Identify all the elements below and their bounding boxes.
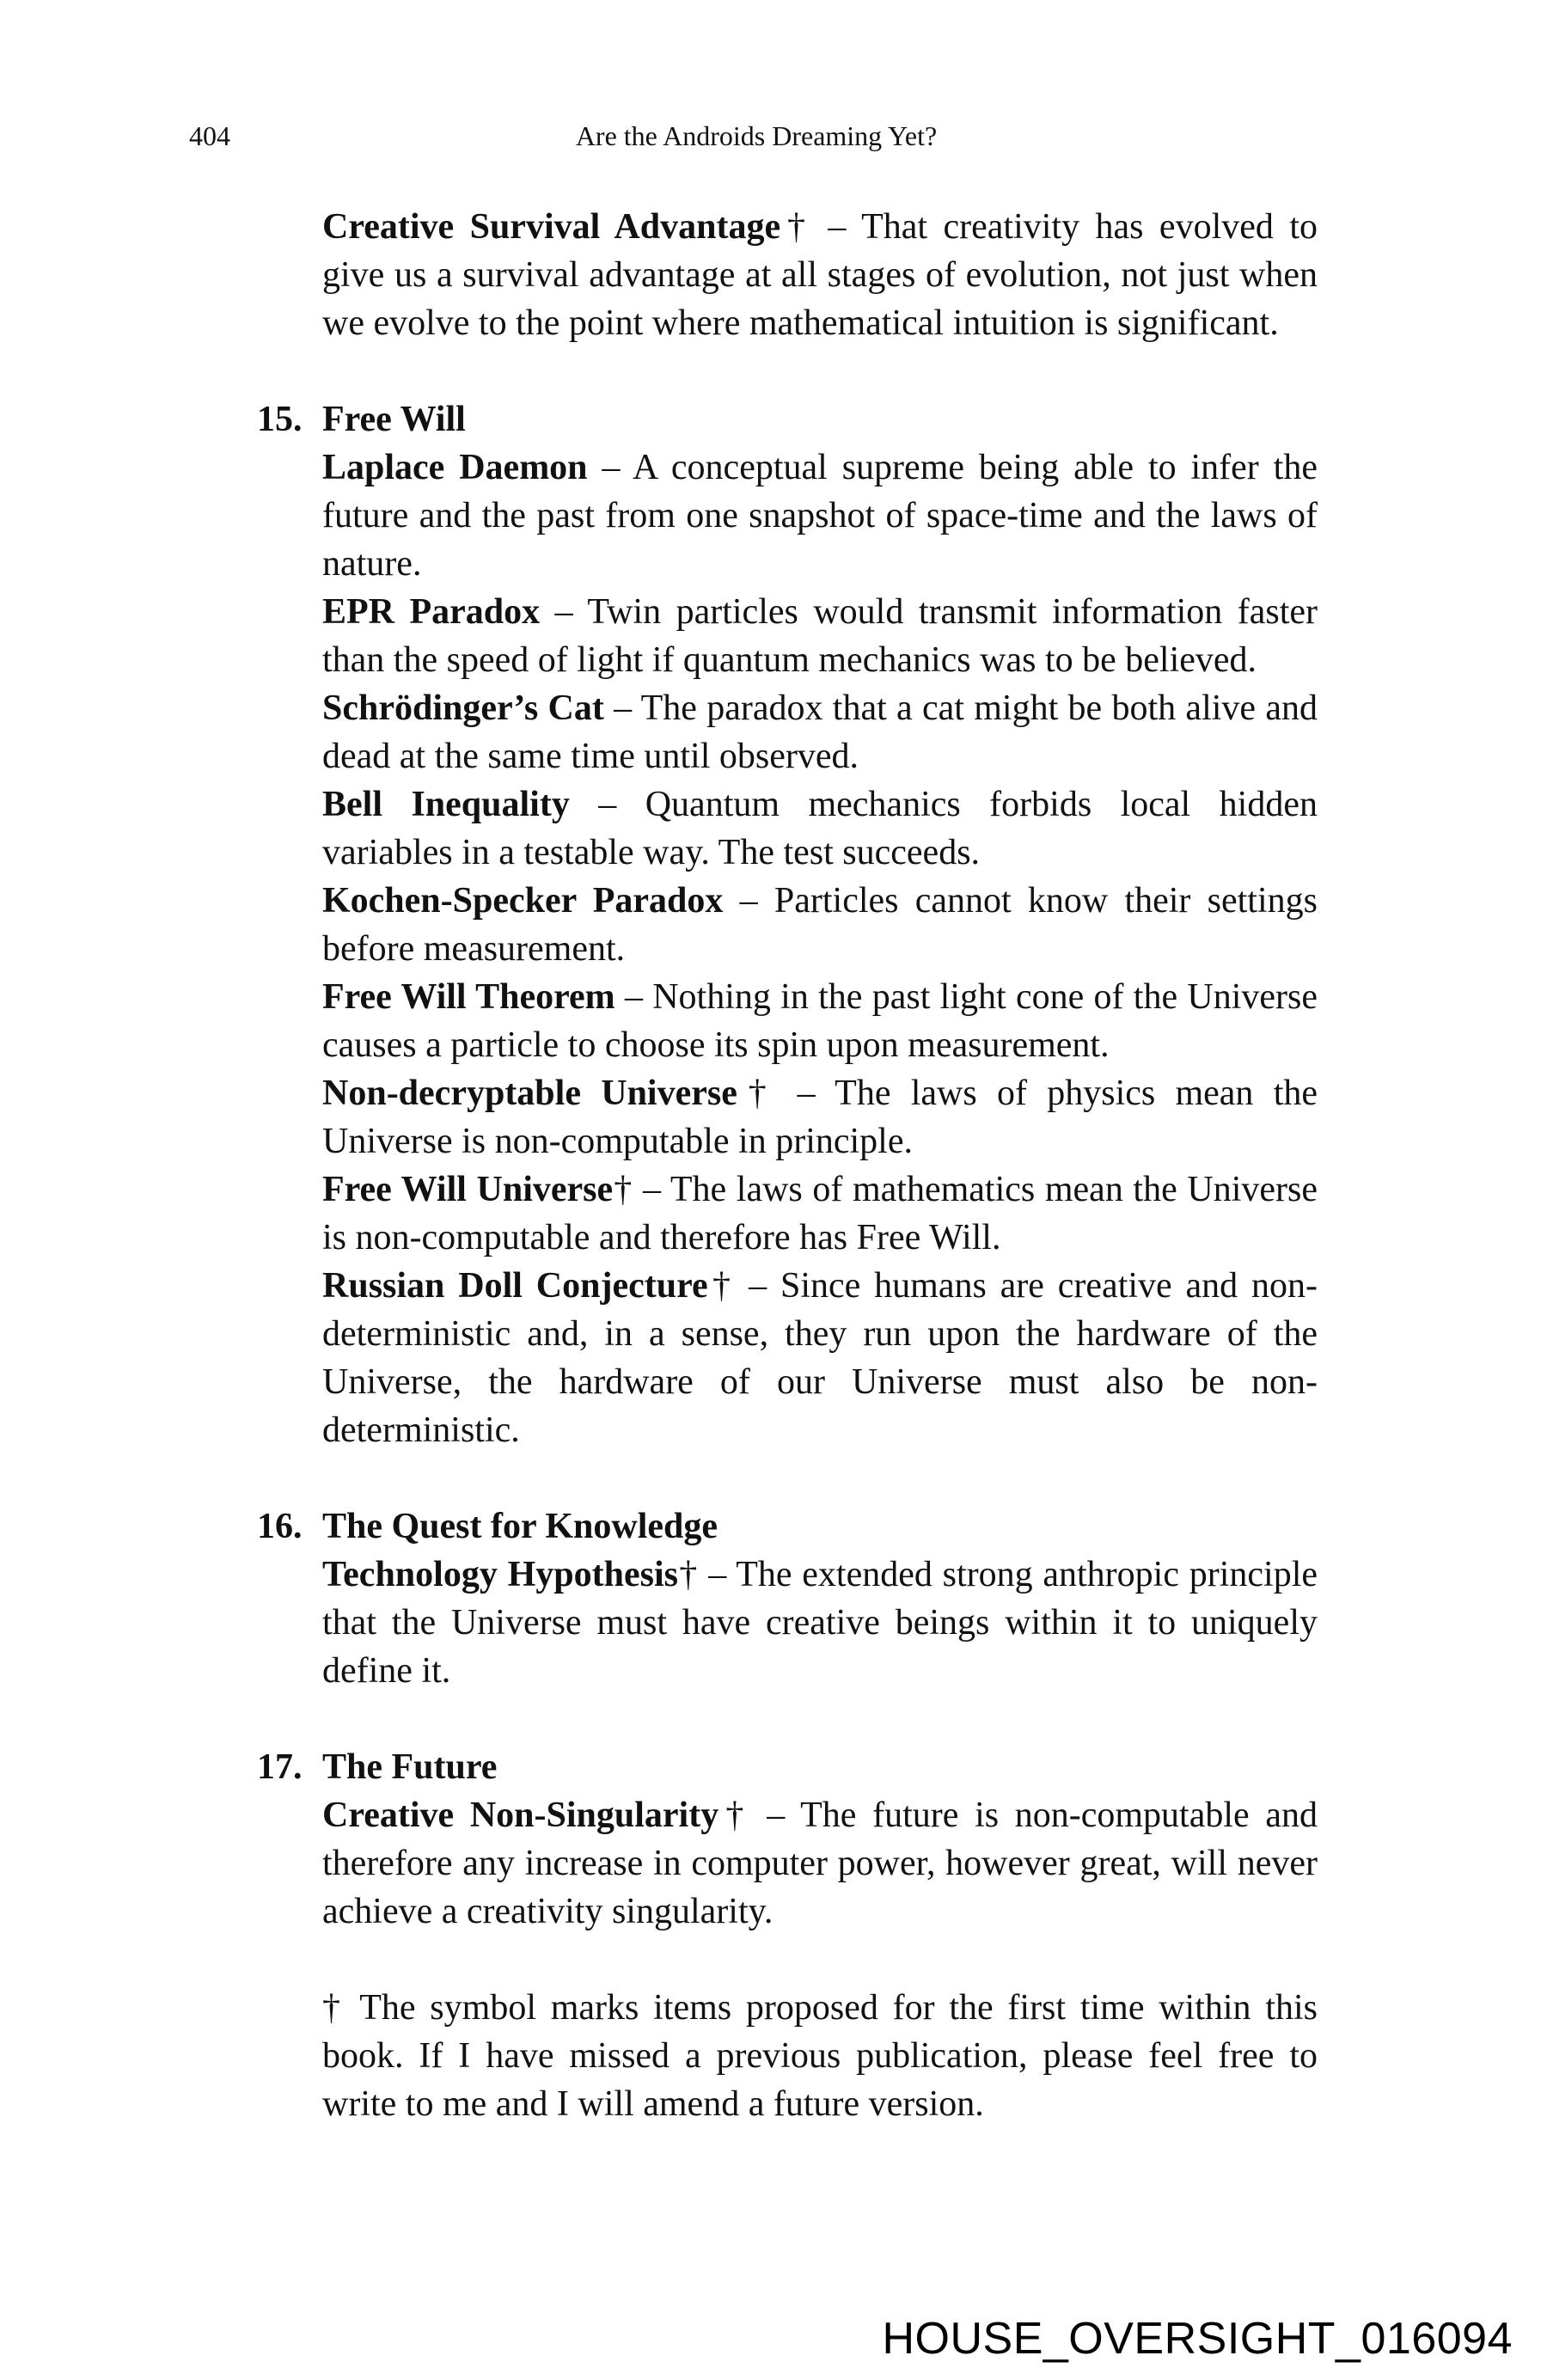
glossary-entry <box>322 1166 1318 1262</box>
entry-term: Non-decryptable Universe <box>322 1074 737 1113</box>
dagger-mark: † <box>613 1170 633 1209</box>
book-title: Are the Androids Dreaming Yet? <box>575 120 938 151</box>
glossary-entry <box>322 444 1318 588</box>
entry-term: Creative Survival Advantage <box>322 207 781 247</box>
section-free-will <box>257 395 1318 1454</box>
glossary-entry <box>322 780 1318 877</box>
entry-term: Technology Hypothesis <box>322 1555 678 1594</box>
entry-definition: – Quantum mechanics forbids local hidden variables in a testable way. The test succeeds. <box>322 785 1318 872</box>
page-number: 404 <box>189 120 230 151</box>
entry-term: Kochen-Specker Paradox <box>322 881 724 921</box>
glossary-entry <box>322 877 1318 973</box>
section-number: 17. <box>257 1747 303 1787</box>
entry-definition: – Twin particles would transmit information faster than the speed of light if quantum mechanics was to be believed. <box>322 592 1318 680</box>
entry-term: Creative Non-Singularity <box>322 1796 719 1835</box>
section-the-future <box>257 1743 1318 1936</box>
entry-definition: – Nothing in the past light cone of the Universe causes a particle to choose its spin upon measurement. <box>322 977 1318 1065</box>
glossary-entry <box>322 1791 1318 1936</box>
entry-definition: – The paradox that a cat might be both alive and dead at the same time until observed. <box>322 688 1318 776</box>
section-quest-for-knowledge <box>257 1502 1318 1695</box>
dagger-mark: † <box>707 1266 736 1306</box>
entry-definition: – The laws of physics mean the Universe is non-computable in principle. <box>322 1074 1318 1161</box>
glossary-entry <box>322 684 1318 780</box>
entry-term: Schrödinger’s Cat <box>322 688 604 728</box>
entry-definition: – The laws of mathematics mean the Universe is non-computable and therefore has Free Will. <box>322 1170 1318 1257</box>
section-heading: The Future <box>322 1747 498 1787</box>
glossary-entry <box>322 588 1318 684</box>
page-content <box>257 203 1318 2164</box>
entry-definition: – The extended strong anthropic principle that the Universe must have creative beings within it to uniquely define it. <box>322 1555 1318 1691</box>
section-number: 15. <box>257 400 303 439</box>
entry-term: Russian Doll Conjecture <box>322 1266 708 1306</box>
section-number: 16. <box>257 1507 303 1546</box>
glossary-entry <box>322 973 1318 1069</box>
entry-term: Bell Inequality <box>322 785 570 824</box>
section-heading: The Quest for Knowledge <box>322 1507 718 1546</box>
entry-term: Free Will Theorem <box>322 977 615 1017</box>
dagger-mark: † <box>780 207 812 247</box>
glossary-entry <box>322 203 1318 347</box>
entry-definition: – That creativity has evolved to give us a survival advantage at all stages of evolution, not just when we evolve to the point where mathematical intuition is significant. <box>322 207 1318 343</box>
entry-definition: – A conceptual supreme being able to infer the future and the past from one snapshot of space-time and the laws of nature. <box>322 448 1318 584</box>
entry-definition: – Particles cannot know their settings before measurement. <box>322 881 1318 969</box>
running-head <box>0 120 1547 163</box>
section-heading: Free Will <box>322 400 466 439</box>
entry-definition: – Since humans are creative and non-deterministic and, in a sense, they run upon the hardware of the Universe, the hardware of our Universe must also be non-deterministic. <box>322 1266 1318 1450</box>
glossary-entry <box>322 1262 1318 1454</box>
dagger-mark: † <box>718 1796 751 1835</box>
entry-definition: – The future is non-computable and therefore any increase in computer power, however great, will never achieve a creativity singularity. <box>322 1796 1318 1931</box>
dagger-footnote: † The symbol marks items proposed for the first time within this book. If I have missed a previous publication, please feel free to write to me and I will amend a future version. <box>322 1988 1318 2124</box>
bates-number: HOUSE_OVERSIGHT_016094 <box>882 2314 1513 2364</box>
entry-term: Laplace Daemon <box>322 448 588 487</box>
entry-term: Free Will Universe <box>322 1170 614 1209</box>
glossary-entry <box>322 1551 1318 1695</box>
dagger-mark: † <box>677 1555 699 1594</box>
dagger-mark: † <box>737 1074 778 1113</box>
glossary-entry <box>322 1069 1318 1166</box>
entry-term: EPR Paradox <box>322 592 541 632</box>
